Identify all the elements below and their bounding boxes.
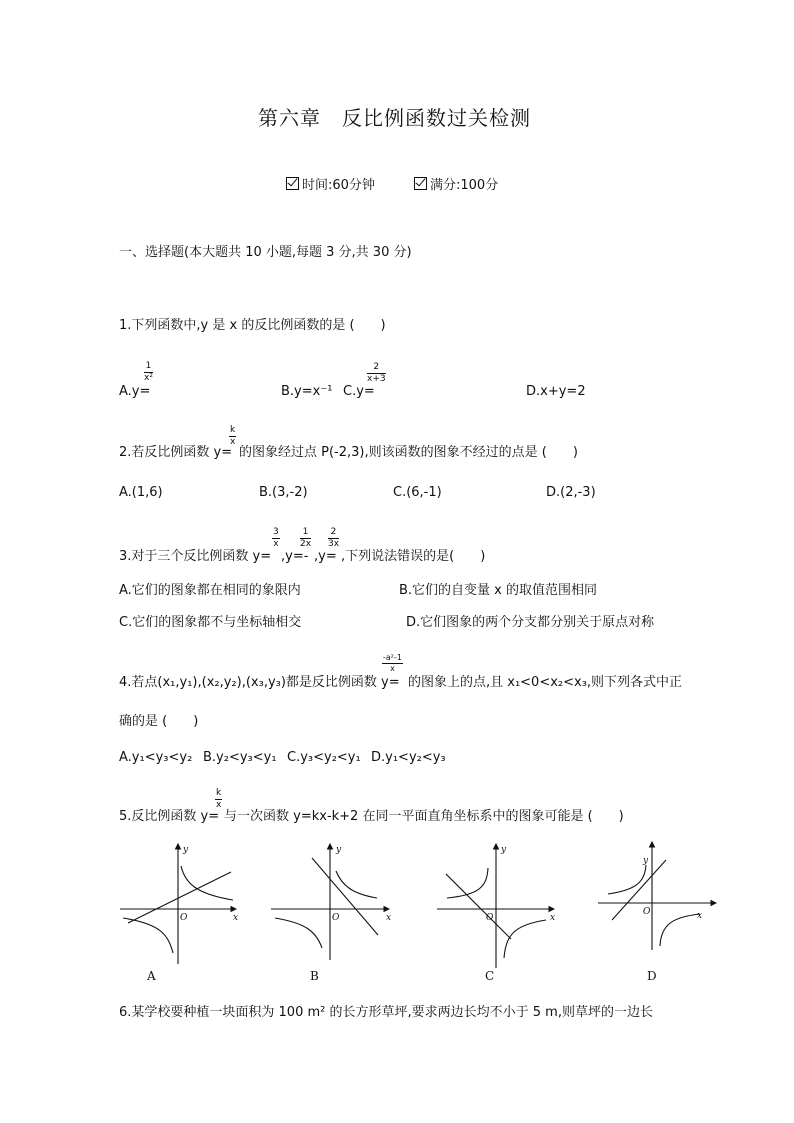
q3-option-d: D.它们图象的两个分支都分别关于原点对称	[406, 615, 655, 630]
q3-option-b: B.它们的自变量 x 的取值范围相同	[399, 583, 598, 598]
q3-option-a: A.它们的图象都在相同的象限内	[119, 583, 301, 598]
score-info	[414, 177, 498, 192]
q6-stem: 6.某学校要种植一块面积为 100 m² 的长方形草坪,要求两边长均不小于 5 m,则草坪的一边长	[119, 1005, 653, 1020]
graph-c-hyperbola-1	[447, 868, 488, 898]
graph-d-y-label: y	[643, 856, 649, 866]
q5-stem-pre: 5.反比例函数 y=	[119, 809, 220, 824]
checkbox-icon	[414, 177, 427, 190]
q1-option-c: C.y=	[343, 384, 375, 399]
graph-a-hyperbola-1	[181, 866, 233, 900]
q5-fraction: $\frac{k}{x}$	[215, 788, 222, 810]
graph-c	[437, 844, 554, 968]
q2-option-d: D.(2,-3)	[546, 485, 596, 500]
q4-stem-post: 的图象上的点,且 x₁<0<x₂<x₃,则下列各式中正	[408, 675, 683, 690]
q4-option-d: D.y₁<y₂<y₃	[371, 750, 446, 765]
q2-stem-post: 的图象经过点 P(-2,3),则该函数的图象不经过的点是 ( )	[239, 445, 578, 460]
graph-a-hyperbola-2	[123, 918, 173, 953]
q3-stem-mid2: ,y=	[314, 549, 337, 564]
q1-option-b: B.y=x⁻¹	[281, 384, 333, 399]
q3-fraction-2: $\frac{1}{2x}$	[300, 527, 312, 549]
graph-d-label: D	[647, 969, 657, 983]
time-info	[286, 177, 375, 192]
q1-stem: 1.下列函数中,y 是 x 的反比例函数的是 ( )	[119, 318, 386, 333]
graph-d-hyperbola-1	[608, 865, 646, 894]
q2-fraction: $\frac{k}{x}$	[229, 425, 236, 447]
graph-b-x-label: x	[386, 913, 392, 923]
graph-c-origin: O	[486, 913, 494, 923]
q2-option-c: C.(6,-1)	[393, 485, 442, 500]
graph-a-x-label: x	[233, 913, 239, 923]
q2-option-b: B.(3,-2)	[259, 485, 308, 500]
q3-stem-mid1: ,y=-	[281, 549, 309, 564]
q3-fraction-1: $\frac{3}{x}$	[273, 527, 279, 549]
q4-option-a: A.y₁<y₃<y₂	[119, 750, 193, 765]
graph-a-label: A	[147, 969, 156, 983]
graph-d-origin: O	[643, 907, 651, 917]
q1-option-d: D.x+y=2	[526, 384, 586, 399]
graph-a	[120, 844, 239, 964]
q2-stem-pre: 2.若反比例函数 y=	[119, 445, 233, 460]
graph-a-y-label: y	[183, 845, 189, 855]
graph-d-hyperbola-2	[660, 914, 700, 946]
q1-option-a: A.y=	[119, 384, 151, 399]
graph-c-y-label: y	[501, 845, 507, 855]
q3-fraction-3: $\frac{2}{3x}$	[328, 527, 340, 549]
checkbox-icon	[286, 177, 299, 190]
q3-stem-post: ,下列说法错误的是( )	[341, 549, 486, 564]
graph-c-label: C	[485, 969, 495, 983]
time-text: 时间:60分钟	[302, 178, 375, 193]
graph-a-origin: O	[180, 913, 188, 923]
q5-stem-post: 与一次函数 y=kx-k+2 在同一平面直角坐标系中的图象可能是 ( )	[224, 809, 624, 824]
q4-option-c: C.y₃<y₂<y₁	[287, 750, 361, 765]
graph-d-x-label: x	[697, 911, 703, 921]
q4-stem-pre: 4.若点(x₁,y₁),(x₂,y₂),(x₃,y₃)都是反比例函数 y=	[119, 675, 400, 690]
graph-b-label: B	[310, 969, 319, 983]
q4-stem-line2: 确的是 ( )	[119, 714, 199, 729]
q4-fraction: $\frac{\text{-a²-1}}{x}$	[383, 653, 402, 673]
graph-c-x-label: x	[550, 913, 556, 923]
graph-d-line	[612, 860, 666, 920]
graph-d	[598, 842, 716, 950]
q3-option-c: C.它们的图象都不与坐标轴相交	[119, 615, 302, 630]
graph-b-origin: O	[332, 913, 340, 923]
graph-b-hyperbola-2	[275, 918, 322, 948]
graph-b	[271, 844, 392, 960]
graph-b-y-label: y	[336, 845, 342, 855]
page-title: 第六章 反比例函数过关检测	[258, 106, 531, 130]
q3-stem-pre: 3.对于三个反比例函数 y=	[119, 549, 272, 564]
section-heading: 一、选择题(本大题共 10 小题,每题 3 分,共 30 分)	[119, 245, 412, 260]
q4-option-b: B.y₂<y₃<y₁	[203, 750, 277, 765]
score-text: 满分:100分	[430, 178, 499, 193]
q1-a-fraction: $\frac{1}{\text{x²}}$	[144, 361, 153, 383]
graph-c-line	[446, 874, 511, 939]
q2-option-a: A.(1,6)	[119, 485, 163, 500]
q1-c-fraction: $\frac{2}{x+3}$	[367, 362, 386, 384]
